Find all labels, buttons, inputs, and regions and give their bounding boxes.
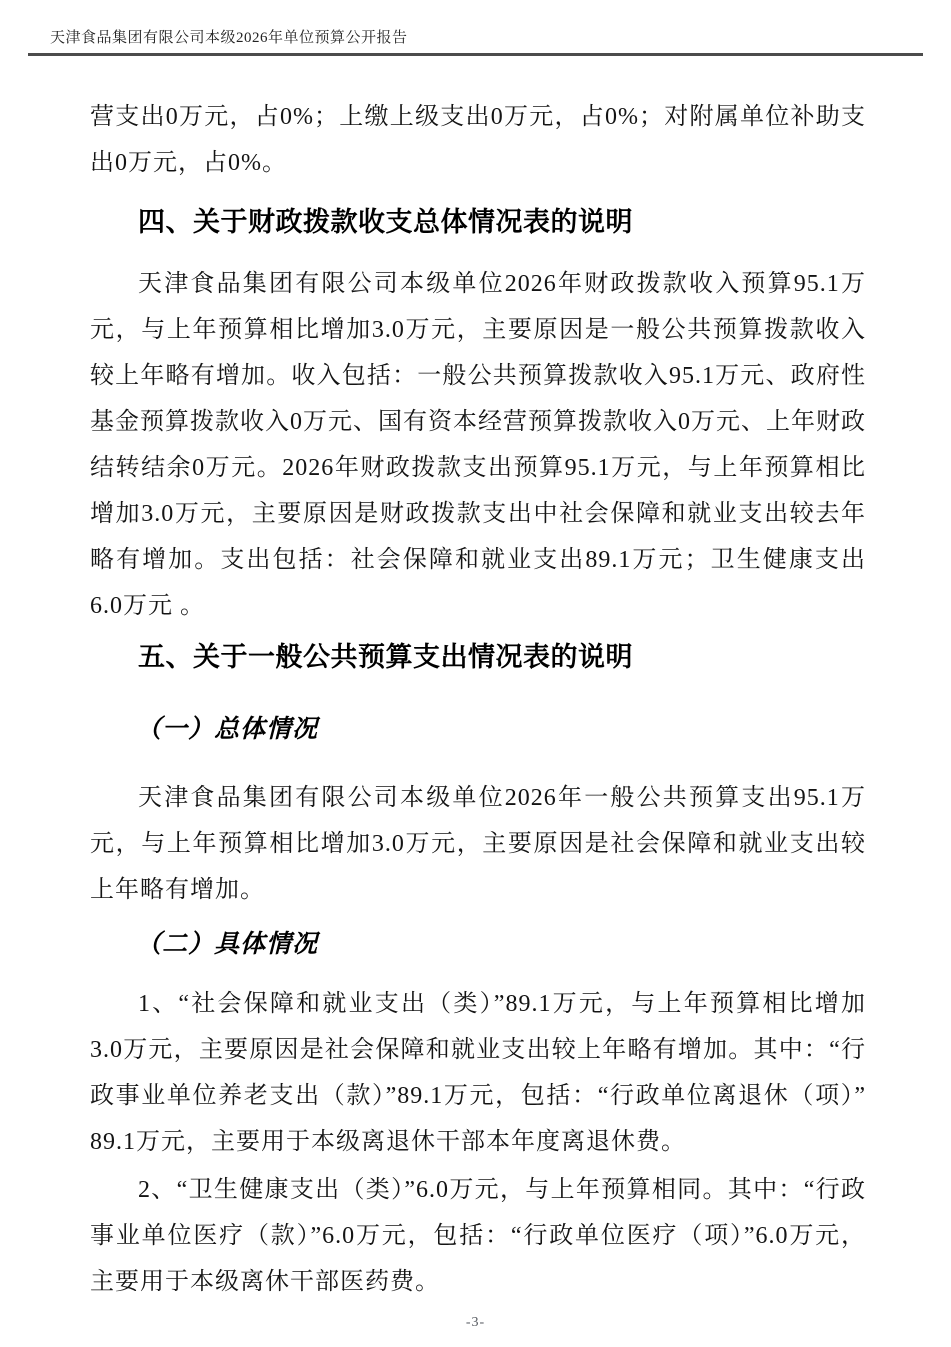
page-footer [0,1315,951,1331]
running-header [28,0,923,56]
page-number: -3- [465,1315,486,1330]
paragraph-section-5-1: 天津食品集团有限公司本级单位2026年一般公共预算支出95.1万元，与上年预算相比增加3.0万元，主要原因是社会保障和就业支出较上年略有增加。 [90,785,866,903]
document-body [90,52,866,1305]
subsection-heading-5-1: （一）总体情况 [136,716,319,743]
subsection-heading-5-2: （二）具体情况 [136,931,319,958]
paragraph-section-5-2-item-1: 1、“社会保障和就业支出（类）”89.1万元，与上年预算相比增加3.0万元，主要原因是社会保障和就业支出较上年略有增加。其中：“行政事业单位养老支出（款）”89.1万元，包括：“行政单位离退休（项）”89.1万元，主要用于本级离退休干部本年度离退休费。 [90,991,866,1155]
paragraph-intro-continuation: 营支出0万元，占0%；上缴上级支出0万元，占0%；对附属单位补助支出0万元，占0%。 [90,104,866,176]
paragraph-section-5-2-item-2: 2、“卫生健康支出（类）”6.0万元，与上年预算相同。其中：“行政事业单位医疗（款）”6.0万元，包括：“行政单位医疗（项）”6.0万元，主要用于本级离休干部医药费。 [90,1177,866,1295]
section-heading-4: 四、关于财政拨款收支总体情况表的说明 [138,207,633,237]
section-heading-5: 五、关于一般公共预算支出情况表的说明 [138,642,633,672]
running-header-title: 天津食品集团有限公司本级2026年单位预算公开报告 [50,30,408,46]
paragraph-section-4: 天津食品集团有限公司本级单位2026年财政拨款收入预算95.1万元，与上年预算相比增加3.0万元，主要原因是一般公共预算拨款收入较上年略有增加。收入包括：一般公共预算拨款收入95.1万元、政府性基金预算拨款收入0万元、国有资本经营预算拨款收入0万元、上年财政结转结余0万元。2026年财政拨款支出预算95.1万元，与上年预算相比增加3.0万元，主要原因是财政拨款支出中社会保障和就业支出较去年略有增加。支出包括：社会保障和就业支出89.1万元；卫生健康支出6.0万元 。 [90,271,866,619]
